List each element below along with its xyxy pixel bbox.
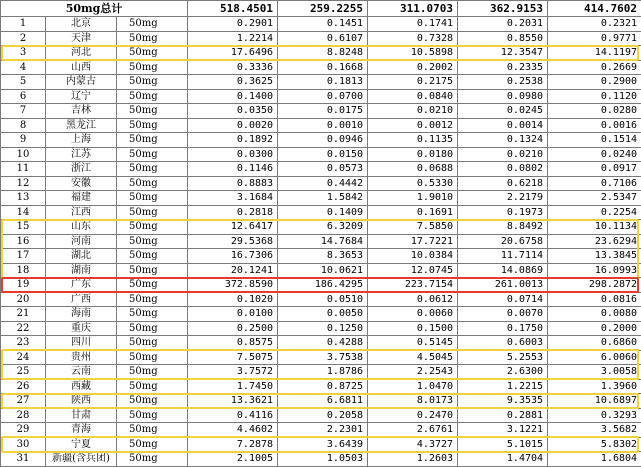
value-cell[interactable]: 10.0384 — [368, 249, 458, 264]
value-cell[interactable]: 1.2215 — [458, 379, 548, 394]
province-cell[interactable]: 江苏 — [46, 147, 117, 162]
province-cell[interactable]: 山西 — [46, 60, 117, 75]
table-row — [1, 379, 641, 394]
value-cell[interactable]: 0.0802 — [458, 162, 548, 177]
row-index-cell[interactable]: 8 — [1, 118, 46, 133]
value-cell[interactable]: 0.0280 — [548, 104, 641, 119]
dose-cell[interactable]: 50mg — [117, 423, 188, 438]
value-cell[interactable]: 14.0869 — [458, 263, 548, 278]
value-cell[interactable]: 0.8550 — [458, 31, 548, 46]
value-cell[interactable]: 17.6496 — [188, 46, 278, 61]
total-cell[interactable]: 414.7602 — [548, 1, 641, 17]
value-cell[interactable]: 12.3547 — [458, 46, 548, 61]
table-row — [1, 75, 641, 90]
value-cell[interactable]: 10.0621 — [278, 263, 368, 278]
value-cell[interactable]: 0.2500 — [188, 321, 278, 336]
value-cell[interactable]: 0.0840 — [368, 89, 458, 104]
value-cell[interactable]: 10.5898 — [368, 46, 458, 61]
value-cell[interactable]: 0.0240 — [548, 147, 641, 162]
value-cell[interactable]: 0.0612 — [368, 292, 458, 307]
table-row — [1, 17, 641, 32]
table-row — [1, 46, 641, 61]
value-cell[interactable]: 223.7154 — [368, 278, 458, 293]
table-row — [1, 394, 641, 409]
value-cell[interactable]: 1.0470 — [368, 379, 458, 394]
value-cell[interactable]: 3.7538 — [278, 350, 368, 365]
row-index-cell[interactable]: 26 — [1, 379, 46, 394]
row-index-cell[interactable]: 18 — [1, 263, 46, 278]
value-cell[interactable]: 0.6003 — [458, 336, 548, 351]
province-cell[interactable]: 内蒙古 — [46, 75, 117, 90]
value-cell[interactable]: 4.3727 — [368, 437, 458, 452]
province-cell[interactable]: 甘肃 — [46, 408, 117, 423]
dose-cell[interactable]: 50mg — [117, 394, 188, 409]
value-cell[interactable]: 186.4295 — [278, 278, 368, 293]
value-cell[interactable]: 0.1146 — [188, 162, 278, 177]
value-cell[interactable]: 0.5330 — [368, 176, 458, 191]
value-cell[interactable]: 0.0010 — [278, 118, 368, 133]
row-index-cell[interactable]: 22 — [1, 321, 46, 336]
table-row — [1, 408, 641, 423]
province-cell[interactable]: 福建 — [46, 191, 117, 206]
dose-cell[interactable]: 50mg — [117, 147, 188, 162]
province-cell[interactable]: 重庆 — [46, 321, 117, 336]
value-cell[interactable]: 0.7106 — [548, 176, 641, 191]
table-row — [1, 321, 641, 336]
value-cell[interactable]: 0.5145 — [368, 336, 458, 351]
value-cell[interactable]: 12.0745 — [368, 263, 458, 278]
table-row — [1, 133, 641, 148]
value-cell[interactable]: 0.2901 — [188, 17, 278, 32]
value-cell[interactable]: 10.6897 — [548, 394, 641, 409]
value-cell[interactable]: 372.8590 — [188, 278, 278, 293]
dose-cell[interactable]: 50mg — [117, 307, 188, 322]
value-cell[interactable]: 0.1500 — [368, 321, 458, 336]
province-cell[interactable]: 贵州 — [46, 350, 117, 365]
province-cell[interactable]: 浙江 — [46, 162, 117, 177]
row-index-cell[interactable]: 1 — [1, 17, 46, 32]
table-row — [1, 89, 641, 104]
dose-cell[interactable]: 50mg — [117, 278, 188, 293]
value-cell[interactable]: 0.2881 — [458, 408, 548, 423]
value-cell[interactable]: 0.4116 — [188, 408, 278, 423]
value-cell[interactable]: 2.2543 — [368, 365, 458, 380]
dose-cell[interactable]: 50mg — [117, 162, 188, 177]
dose-cell[interactable]: 50mg — [117, 234, 188, 249]
value-cell[interactable]: 0.0816 — [548, 292, 641, 307]
value-cell[interactable]: 0.2335 — [458, 60, 548, 75]
value-cell[interactable]: 14.1197 — [548, 46, 641, 61]
dose-cell[interactable]: 50mg — [117, 133, 188, 148]
value-cell[interactable]: 0.1409 — [278, 205, 368, 220]
value-cell[interactable]: 0.1324 — [458, 133, 548, 148]
province-cell[interactable]: 海南 — [46, 307, 117, 322]
value-cell[interactable]: 0.0050 — [278, 307, 368, 322]
value-cell[interactable]: 10.1134 — [548, 220, 641, 235]
table-row — [1, 423, 641, 438]
row-index-cell[interactable]: 7 — [1, 104, 46, 119]
province-cell[interactable]: 河南 — [46, 234, 117, 249]
value-cell[interactable]: 0.8725 — [278, 379, 368, 394]
row-index-cell[interactable]: 19 — [1, 278, 46, 293]
value-cell[interactable]: 0.1250 — [278, 321, 368, 336]
province-cell[interactable]: 天津 — [46, 31, 117, 46]
table-row — [1, 292, 641, 307]
value-cell[interactable]: 0.0245 — [458, 104, 548, 119]
value-cell[interactable]: 0.7328 — [368, 31, 458, 46]
value-cell[interactable]: 6.0060 — [548, 350, 641, 365]
value-cell[interactable]: 3.0058 — [548, 365, 641, 380]
value-cell[interactable]: 0.4442 — [278, 176, 368, 191]
province-cell[interactable]: 新疆(含兵团) — [46, 452, 117, 467]
dose-cell[interactable]: 50mg — [117, 220, 188, 235]
value-cell[interactable]: 3.1684 — [188, 191, 278, 206]
row-index-cell[interactable]: 23 — [1, 336, 46, 351]
value-cell[interactable]: 14.7684 — [278, 234, 368, 249]
value-cell[interactable]: 3.1221 — [458, 423, 548, 438]
value-cell[interactable]: 0.1668 — [278, 60, 368, 75]
row-index-cell[interactable]: 10 — [1, 147, 46, 162]
row-index-cell[interactable]: 25 — [1, 365, 46, 380]
table-row — [1, 60, 641, 75]
table-row — [1, 162, 641, 177]
header-title[interactable]: 50mg总计 — [1, 1, 188, 17]
value-cell[interactable]: 0.1813 — [278, 75, 368, 90]
value-cell[interactable]: 0.2470 — [368, 408, 458, 423]
value-cell[interactable]: 1.2603 — [368, 452, 458, 467]
dose-cell[interactable]: 50mg — [117, 249, 188, 264]
dose-cell[interactable]: 50mg — [117, 118, 188, 133]
row-index-cell[interactable]: 6 — [1, 89, 46, 104]
province-cell[interactable]: 广西 — [46, 292, 117, 307]
value-cell[interactable]: 0.0210 — [368, 104, 458, 119]
row-index-cell[interactable]: 4 — [1, 60, 46, 75]
value-cell[interactable]: 0.2175 — [368, 75, 458, 90]
value-cell[interactable]: 0.0350 — [188, 104, 278, 119]
dose-cell[interactable]: 50mg — [117, 365, 188, 380]
province-cell[interactable]: 陕西 — [46, 394, 117, 409]
table-row — [1, 365, 641, 380]
value-cell[interactable]: 29.5368 — [188, 234, 278, 249]
value-cell[interactable]: 0.0080 — [548, 307, 641, 322]
value-cell[interactable]: 1.9010 — [368, 191, 458, 206]
value-cell[interactable]: 0.0714 — [458, 292, 548, 307]
table-row — [1, 336, 641, 351]
province-cell[interactable]: 湖北 — [46, 249, 117, 264]
value-cell[interactable]: 0.2669 — [548, 60, 641, 75]
value-cell[interactable]: 0.1892 — [188, 133, 278, 148]
value-cell[interactable]: 8.3653 — [278, 249, 368, 264]
table-row — [1, 452, 641, 467]
row-index-cell[interactable]: 14 — [1, 205, 46, 220]
province-cell[interactable]: 湖南 — [46, 263, 117, 278]
value-cell[interactable]: 2.2179 — [458, 191, 548, 206]
row-index-cell[interactable]: 12 — [1, 176, 46, 191]
value-cell[interactable]: 0.0016 — [548, 118, 641, 133]
value-cell[interactable]: 9.3535 — [458, 394, 548, 409]
row-index-cell[interactable]: 3 — [1, 46, 46, 61]
dose-cell[interactable]: 50mg — [117, 176, 188, 191]
row-index-cell[interactable]: 9 — [1, 133, 46, 148]
value-cell[interactable]: 0.1741 — [368, 17, 458, 32]
value-cell[interactable]: 4.4602 — [188, 423, 278, 438]
value-cell[interactable]: 23.6294 — [548, 234, 641, 249]
table-row — [1, 278, 641, 293]
value-cell[interactable]: 1.5842 — [278, 191, 368, 206]
province-cell[interactable]: 青海 — [46, 423, 117, 438]
value-cell[interactable]: 1.0503 — [278, 452, 368, 467]
table-row — [1, 176, 641, 191]
dose-cell[interactable]: 50mg — [117, 379, 188, 394]
value-cell[interactable]: 3.6439 — [278, 437, 368, 452]
value-cell[interactable]: 3.5682 — [548, 423, 641, 438]
row-index-cell[interactable]: 31 — [1, 452, 46, 467]
table-row — [1, 205, 641, 220]
province-cell[interactable]: 西藏 — [46, 379, 117, 394]
row-index-cell[interactable]: 20 — [1, 292, 46, 307]
value-cell[interactable]: 1.6804 — [548, 452, 641, 467]
value-cell[interactable]: 13.3621 — [188, 394, 278, 409]
value-cell[interactable]: 0.9771 — [548, 31, 641, 46]
value-cell[interactable]: 0.0060 — [368, 307, 458, 322]
dose-cell[interactable]: 50mg — [117, 46, 188, 61]
dose-cell[interactable]: 50mg — [117, 350, 188, 365]
value-cell[interactable]: 0.0688 — [368, 162, 458, 177]
value-cell[interactable]: 0.2321 — [548, 17, 641, 32]
value-cell[interactable]: 17.7221 — [368, 234, 458, 249]
dose-cell[interactable]: 50mg — [117, 89, 188, 104]
value-cell[interactable]: 12.6417 — [188, 220, 278, 235]
province-cell[interactable]: 江西 — [46, 205, 117, 220]
province-cell[interactable]: 北京 — [46, 17, 117, 32]
value-cell[interactable]: 2.1005 — [188, 452, 278, 467]
value-cell[interactable]: 7.2878 — [188, 437, 278, 452]
table-row — [1, 220, 641, 235]
table-row — [1, 147, 641, 162]
value-cell[interactable]: 0.0175 — [278, 104, 368, 119]
row-index-cell[interactable]: 11 — [1, 162, 46, 177]
dose-cell[interactable]: 50mg — [117, 31, 188, 46]
value-cell[interactable]: 0.2031 — [458, 17, 548, 32]
value-cell[interactable]: 1.3960 — [548, 379, 641, 394]
value-cell[interactable]: 4.5045 — [368, 350, 458, 365]
value-cell[interactable]: 5.2553 — [458, 350, 548, 365]
dose-cell[interactable]: 50mg — [117, 191, 188, 206]
value-cell[interactable]: 0.0573 — [278, 162, 368, 177]
value-cell[interactable]: 20.6758 — [458, 234, 548, 249]
dose-cell[interactable]: 50mg — [117, 292, 188, 307]
value-cell[interactable]: 0.0020 — [188, 118, 278, 133]
value-cell[interactable]: 0.1451 — [278, 17, 368, 32]
province-cell[interactable]: 河北 — [46, 46, 117, 61]
value-cell[interactable]: 0.6107 — [278, 31, 368, 46]
table-row — [1, 118, 641, 133]
province-cell[interactable]: 山东 — [46, 220, 117, 235]
value-cell[interactable]: 0.0210 — [458, 147, 548, 162]
table-row — [1, 31, 641, 46]
value-cell[interactable]: 1.2214 — [188, 31, 278, 46]
value-cell[interactable]: 6.3209 — [278, 220, 368, 235]
value-cell[interactable]: 261.0013 — [458, 278, 548, 293]
row-index-cell[interactable]: 15 — [1, 220, 46, 235]
value-cell[interactable]: 11.7114 — [458, 249, 548, 264]
dose-cell[interactable]: 50mg — [117, 321, 188, 336]
row-index-cell[interactable]: 17 — [1, 249, 46, 264]
value-cell[interactable]: 0.0946 — [278, 133, 368, 148]
province-cell[interactable]: 辽宁 — [46, 89, 117, 104]
dose-cell[interactable]: 50mg — [117, 205, 188, 220]
value-cell[interactable]: 0.1691 — [368, 205, 458, 220]
row-index-cell[interactable]: 24 — [1, 350, 46, 365]
province-cell[interactable]: 上海 — [46, 133, 117, 148]
province-cell[interactable]: 安徽 — [46, 176, 117, 191]
province-cell[interactable]: 吉林 — [46, 104, 117, 119]
value-cell[interactable]: 8.8248 — [278, 46, 368, 61]
value-cell[interactable]: 5.1015 — [458, 437, 548, 452]
value-cell[interactable]: 2.5347 — [548, 191, 641, 206]
row-index-cell[interactable]: 30 — [1, 437, 46, 452]
table-row — [1, 307, 641, 322]
value-cell[interactable]: 20.1241 — [188, 263, 278, 278]
value-cell[interactable]: 2.6761 — [368, 423, 458, 438]
table-row — [1, 263, 641, 278]
value-cell[interactable]: 5.8302 — [548, 437, 641, 452]
value-cell[interactable]: 0.4288 — [278, 336, 368, 351]
value-cell[interactable]: 0.0014 — [458, 118, 548, 133]
province-cell[interactable]: 广东 — [46, 278, 117, 293]
value-cell[interactable]: 0.6860 — [548, 336, 641, 351]
value-cell[interactable]: 0.8575 — [188, 336, 278, 351]
value-cell[interactable]: 298.2872 — [548, 278, 641, 293]
value-cell[interactable]: 0.1020 — [188, 292, 278, 307]
value-cell[interactable]: 2.6300 — [458, 365, 548, 380]
value-cell[interactable]: 13.3845 — [548, 249, 641, 264]
value-cell[interactable]: 8.8492 — [458, 220, 548, 235]
value-cell[interactable]: 0.2000 — [548, 321, 641, 336]
value-cell[interactable]: 2.2301 — [278, 423, 368, 438]
value-cell[interactable]: 1.4704 — [458, 452, 548, 467]
row-index-cell[interactable]: 27 — [1, 394, 46, 409]
dose-cell[interactable]: 50mg — [117, 75, 188, 90]
table-row — [1, 104, 641, 119]
row-index-cell[interactable]: 2 — [1, 31, 46, 46]
value-cell[interactable]: 0.1750 — [458, 321, 548, 336]
table-row — [1, 234, 641, 249]
province-cell[interactable]: 云南 — [46, 365, 117, 380]
total-cell[interactable]: 518.4501 — [188, 1, 278, 17]
value-cell[interactable]: 0.1514 — [548, 133, 641, 148]
value-cell[interactable]: 0.3625 — [188, 75, 278, 90]
value-cell[interactable]: 0.0100 — [188, 307, 278, 322]
total-cell[interactable]: 259.2255 — [278, 1, 368, 17]
total-cell[interactable]: 362.9153 — [458, 1, 548, 17]
value-cell[interactable]: 0.1135 — [368, 133, 458, 148]
value-cell[interactable]: 6.6811 — [278, 394, 368, 409]
value-cell[interactable]: 16.7306 — [188, 249, 278, 264]
value-cell[interactable]: 0.1120 — [548, 89, 641, 104]
value-cell[interactable]: 0.2002 — [368, 60, 458, 75]
value-cell[interactable]: 0.2818 — [188, 205, 278, 220]
value-cell[interactable]: 7.5075 — [188, 350, 278, 365]
row-index-cell[interactable]: 13 — [1, 191, 46, 206]
dose-cell[interactable]: 50mg — [117, 104, 188, 119]
value-cell[interactable]: 16.0993 — [548, 263, 641, 278]
value-cell[interactable]: 0.2538 — [458, 75, 548, 90]
value-cell[interactable]: 0.2900 — [548, 75, 641, 90]
value-cell[interactable]: 0.8883 — [188, 176, 278, 191]
value-cell[interactable]: 0.0980 — [458, 89, 548, 104]
value-cell[interactable]: 0.0300 — [188, 147, 278, 162]
value-cell[interactable]: 0.0012 — [368, 118, 458, 133]
value-cell[interactable]: 7.5850 — [368, 220, 458, 235]
dose-cell[interactable]: 50mg — [117, 437, 188, 452]
value-cell[interactable]: 1.8786 — [278, 365, 368, 380]
province-cell[interactable]: 四川 — [46, 336, 117, 351]
header-row — [1, 1, 641, 17]
value-cell[interactable]: 0.6218 — [458, 176, 548, 191]
value-cell[interactable]: 0.0180 — [368, 147, 458, 162]
province-cell[interactable]: 黑龙江 — [46, 118, 117, 133]
value-cell[interactable]: 0.2254 — [548, 205, 641, 220]
value-cell[interactable]: 0.0510 — [278, 292, 368, 307]
value-cell[interactable]: 1.7450 — [188, 379, 278, 394]
value-cell[interactable]: 3.7572 — [188, 365, 278, 380]
value-cell[interactable]: 8.0173 — [368, 394, 458, 409]
row-index-cell[interactable]: 5 — [1, 75, 46, 90]
value-cell[interactable]: 0.3336 — [188, 60, 278, 75]
row-index-cell[interactable]: 29 — [1, 423, 46, 438]
dose-cell[interactable]: 50mg — [117, 408, 188, 423]
value-cell[interactable]: 0.0070 — [458, 307, 548, 322]
total-cell[interactable]: 311.0703 — [368, 1, 458, 17]
table-row — [1, 437, 641, 452]
table-row — [1, 350, 641, 365]
value-cell[interactable]: 0.0150 — [278, 147, 368, 162]
value-cell[interactable]: 0.1973 — [458, 205, 548, 220]
table-row — [1, 249, 641, 264]
value-cell[interactable]: 0.1400 — [188, 89, 278, 104]
row-index-cell[interactable]: 21 — [1, 307, 46, 322]
value-cell[interactable]: 0.2058 — [278, 408, 368, 423]
province-cell[interactable]: 宁夏 — [46, 437, 117, 452]
table-row — [1, 191, 641, 206]
dose-cell[interactable]: 50mg — [117, 263, 188, 278]
dose-cell[interactable]: 50mg — [117, 60, 188, 75]
row-index-cell[interactable]: 16 — [1, 234, 46, 249]
value-cell[interactable]: 0.3293 — [548, 408, 641, 423]
row-index-cell[interactable]: 28 — [1, 408, 46, 423]
dose-cell[interactable]: 50mg — [117, 336, 188, 351]
value-cell[interactable]: 0.0917 — [548, 162, 641, 177]
value-cell[interactable]: 0.0700 — [278, 89, 368, 104]
dose-cell[interactable]: 50mg — [117, 452, 188, 467]
dose-cell[interactable]: 50mg — [117, 17, 188, 32]
